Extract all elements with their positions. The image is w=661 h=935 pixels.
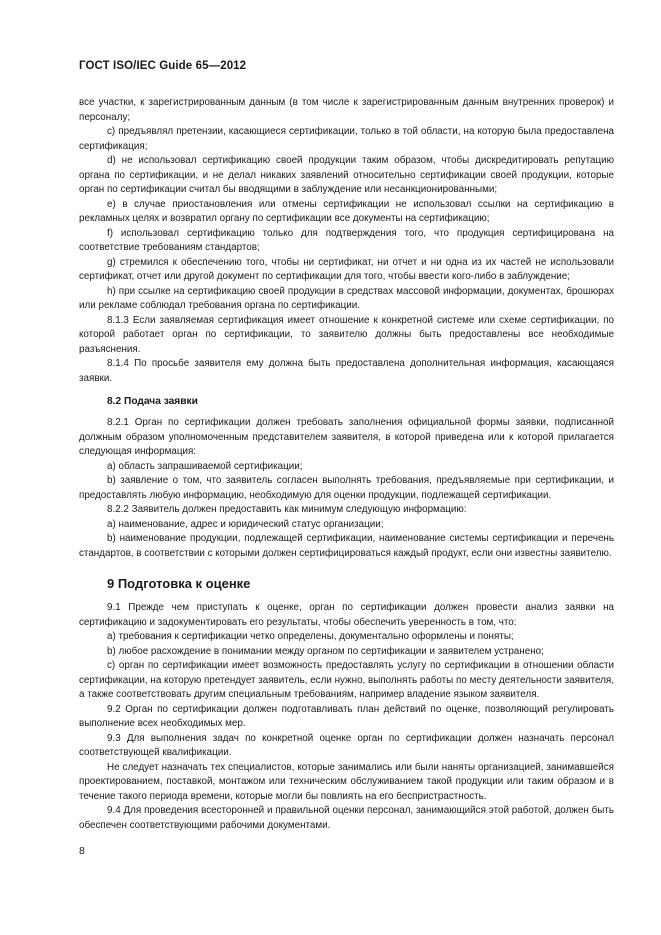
page-number: 8 (79, 845, 85, 857)
list-item: g) стремился к обеспечению того, чтобы ни сертификат, ни отчет и ни одна из их частей не использовали сертификат, отчет или другой документ по сертификации для того, чтобы ввести кого-либо в заблуждение; (79, 256, 614, 282)
list-item: b) наименование продукции, подлежащей сертификации, наименование системы сертификации и перечень стандартов, в соответствии с которыми должен сертифицироваться каждый продукт, если они известны заявителю. (79, 533, 614, 559)
list-item: a) требования к сертификации четко определены, документально оформлены и поняты; (107, 631, 514, 642)
section-heading: 8.2 Подача заявки (107, 396, 198, 407)
paragraph: 8.2.2 Заявитель должен предоставить как минимум следующую информацию: (107, 504, 467, 515)
body-text (79, 96, 614, 833)
paragraph: 9.1 Прежде чем приступать к оценке, орган по сертификации должен провести анализ заявки на сертификацию и задокументировать его результаты, чтобы обеспечить уверенность в том, что: (79, 602, 614, 628)
paragraph: Не следует назначать тех специалистов, которые занимались или были наняты организацией, занимавшейся проектированием, поставкой, монтажом или техническим обслуживанием такой продукции или таким образом и в течение такого периода времени, которые могли бы повлиять на его беспристрастность. (79, 761, 614, 802)
paragraph: 8.1.4 По просьбе заявителя ему должна быть предоставлена дополнительная информация, касающаяся заявки. (79, 358, 614, 384)
list-item: b) заявление о том, что заявитель согласен выполнять требования, предъявляемые при сертификации, и предоставлять любую информацию, необходимую для оценки продукции, подлежащей сертификации. (79, 475, 614, 501)
list-item: h) при ссылке на сертификацию своей продукции в средствах массовой информации, документах, брошюрах или рекламе соблюдал требования органа по сертификации. (79, 285, 614, 311)
paragraph: 9.2 Орган по сертификации должен подготавливать план действий по оценке, позволяющий регулировать выполнение всех необходимых мер. (79, 703, 614, 729)
list-item: f) использовал сертификацию только для подтверждения того, что продукция сертифицирована на соответствие требованиям стандартов; (79, 227, 614, 253)
chapter-heading: 9 Подготовка к оценке (107, 576, 251, 591)
list-item: c) предъявлял претензии, касающиеся сертификации, только в той области, на которую была предоставлена сертификация; (79, 126, 614, 152)
list-item: b) любое расхождение в понимании между органом по сертификации и заявителем устранено; (107, 645, 544, 657)
list-item: c) орган по сертификации имеет возможность предоставлять услугу по сертификации в отношении области сертификации, на которую претендует заявитель, если нужно, выполнять работы по месту деятельности заявителя, а также соответствовать другим специальным требованиям, например владение языком заявителя. (79, 660, 614, 700)
paragraph: 8.2.1 Орган по сертификации должен требовать заполнения официальной формы заявки, подписанной должным образом уполномоченным представителем заявителя, в которой приведена или к которой прилагается следующая информация: (79, 417, 614, 457)
paragraph: 8.1.3 Если заявляемая сертификация имеет отношение к конкретной системе или схеме сертификации, по которой работает орган по сертификации, то заявителю должны быть предоставлены все необходимые разъяснения. (79, 314, 614, 355)
paragraph: 9.3 Для выполнения задач по конкретной оценке орган по сертификации должен назначать персонал соответствующей квалификации. (79, 732, 614, 758)
list-item: a) область запрашиваемой сертификации; (107, 460, 303, 472)
list-item: d) не использовал сертификацию своей продукции таким образом, чтобы дискредитировать репутацию органа по сертификации, и не делал никаких заявлений относительно сертификации своей продукции, которые орган по сертификации считал бы вводящими в заблуждение или несанкционированными; (79, 155, 614, 195)
page-header: ГОСТ ISO/IEC Guide 65—2012 (79, 60, 247, 72)
list-item: a) наименование, адрес и юридический статус организации; (107, 518, 384, 530)
list-item: e) в случае приостановления или отмены сертификации не использовал ссылки на сертификацию в рекламных целях и возвратил органу по сертификации все документы на сертификацию; (79, 198, 614, 224)
paragraph: 9.4 Для проведения всесторонней и правильной оценки персонал, занимающийся этой работой, должен быть обеспечен соответствующими рабочими документами. (79, 805, 614, 831)
paragraph: все участки, к зарегистрированным данным (в том числе к зарегистрированным данным внутренних проверок) и персоналу; (79, 97, 614, 123)
